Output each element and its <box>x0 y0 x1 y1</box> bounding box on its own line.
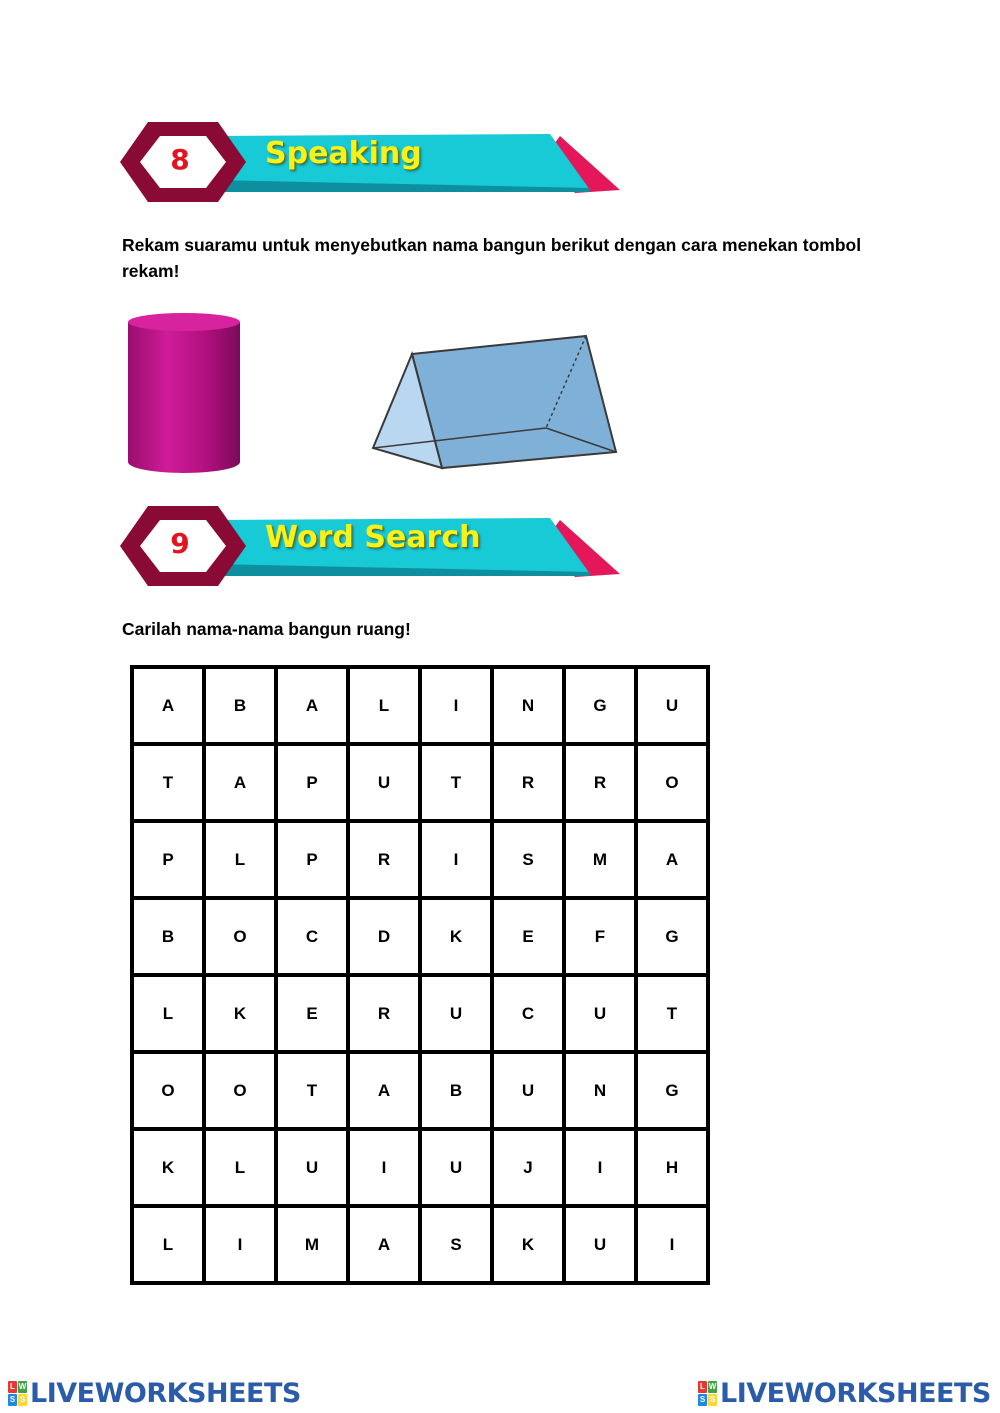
grid-cell: B <box>132 898 204 975</box>
grid-cell: I <box>348 1129 420 1206</box>
speaking-instruction: Rekam suaramu untuk menyebutkan nama bangun berikut dengan cara menekan tombol rekam! <box>122 235 862 281</box>
grid-cell: N <box>564 1052 636 1129</box>
grid-row <box>132 898 708 975</box>
grid-cell: U <box>420 975 492 1052</box>
liveworksheets-logo-icon: L W S S <box>9 1382 27 1404</box>
grid-cell: L <box>348 667 420 744</box>
grid-cell: U <box>348 744 420 821</box>
grid-cell: R <box>564 744 636 821</box>
grid-cell: I <box>564 1129 636 1206</box>
grid-cell: I <box>204 1206 276 1283</box>
grid-cell: I <box>420 667 492 744</box>
grid-row <box>132 1129 708 1206</box>
grid-cell: E <box>492 898 564 975</box>
grid-row <box>132 821 708 898</box>
grid-cell: P <box>276 744 348 821</box>
grid-cell: L <box>204 1129 276 1206</box>
grid-cell: P <box>132 821 204 898</box>
grid-cell: T <box>276 1052 348 1129</box>
liveworksheets-logo-icon: L W S S <box>699 1382 717 1404</box>
triangular-prism-image <box>368 330 623 475</box>
grid-cell: T <box>636 975 708 1052</box>
grid-row <box>132 1206 708 1283</box>
grid-row <box>132 744 708 821</box>
grid-cell: G <box>636 1052 708 1129</box>
grid-cell: T <box>420 744 492 821</box>
grid-cell: O <box>204 898 276 975</box>
grid-cell: M <box>276 1206 348 1283</box>
footer-logo-right <box>698 1378 991 1409</box>
grid-cell: E <box>276 975 348 1052</box>
grid-cell: J <box>492 1129 564 1206</box>
grid-cell: L <box>132 1206 204 1283</box>
grid-cell: L <box>132 975 204 1052</box>
grid-cell: L <box>204 821 276 898</box>
grid-cell: B <box>420 1052 492 1129</box>
grid-cell: R <box>348 821 420 898</box>
grid-cell: G <box>564 667 636 744</box>
grid-row <box>132 667 708 744</box>
grid-cell: R <box>492 744 564 821</box>
grid-cell: U <box>276 1129 348 1206</box>
grid-cell: O <box>132 1052 204 1129</box>
grid-cell: K <box>204 975 276 1052</box>
grid-cell: U <box>564 1206 636 1283</box>
grid-cell: I <box>636 1206 708 1283</box>
grid-cell: A <box>636 821 708 898</box>
grid-cell: R <box>348 975 420 1052</box>
grid-cell: F <box>564 898 636 975</box>
grid-cell: C <box>276 898 348 975</box>
grid-cell: U <box>492 1052 564 1129</box>
grid-cell: G <box>636 898 708 975</box>
grid-cell: O <box>636 744 708 821</box>
grid-cell: S <box>492 821 564 898</box>
grid-cell: D <box>348 898 420 975</box>
grid-cell: H <box>636 1129 708 1206</box>
grid-cell: A <box>276 667 348 744</box>
grid-row <box>132 975 708 1052</box>
grid-cell: A <box>204 744 276 821</box>
grid-cell: A <box>348 1206 420 1283</box>
grid-cell: U <box>420 1129 492 1206</box>
footer-logo-left <box>8 1378 301 1409</box>
grid-cell: A <box>348 1052 420 1129</box>
section-title: Speaking <box>265 136 422 171</box>
section-title: Word Search <box>265 520 481 555</box>
footer-brand: LIVEWORKSHEETS <box>30 1378 301 1409</box>
grid-cell: T <box>132 744 204 821</box>
grid-cell: K <box>492 1206 564 1283</box>
grid-cell: C <box>492 975 564 1052</box>
grid-cell: B <box>204 667 276 744</box>
section-banner-8 <box>120 118 620 208</box>
grid-cell: U <box>636 667 708 744</box>
grid-cell: K <box>132 1129 204 1206</box>
grid-cell: K <box>420 898 492 975</box>
grid-cell: U <box>564 975 636 1052</box>
grid-cell: M <box>564 821 636 898</box>
section-number: 9 <box>170 527 190 560</box>
cylinder-image <box>125 310 243 475</box>
grid-cell: I <box>420 821 492 898</box>
section-banner-9 <box>120 502 620 592</box>
grid-cell: O <box>204 1052 276 1129</box>
grid-cell: A <box>132 667 204 744</box>
grid-row <box>132 1052 708 1129</box>
section-number: 8 <box>170 143 190 176</box>
footer-brand: LIVEWORKSHEETS <box>720 1378 991 1409</box>
grid-cell: N <box>492 667 564 744</box>
grid-cell: P <box>276 821 348 898</box>
word-search-instruction: Carilah nama-nama bangun ruang! <box>122 619 411 639</box>
grid-cell: S <box>420 1206 492 1283</box>
word-search-grid <box>130 665 710 1285</box>
